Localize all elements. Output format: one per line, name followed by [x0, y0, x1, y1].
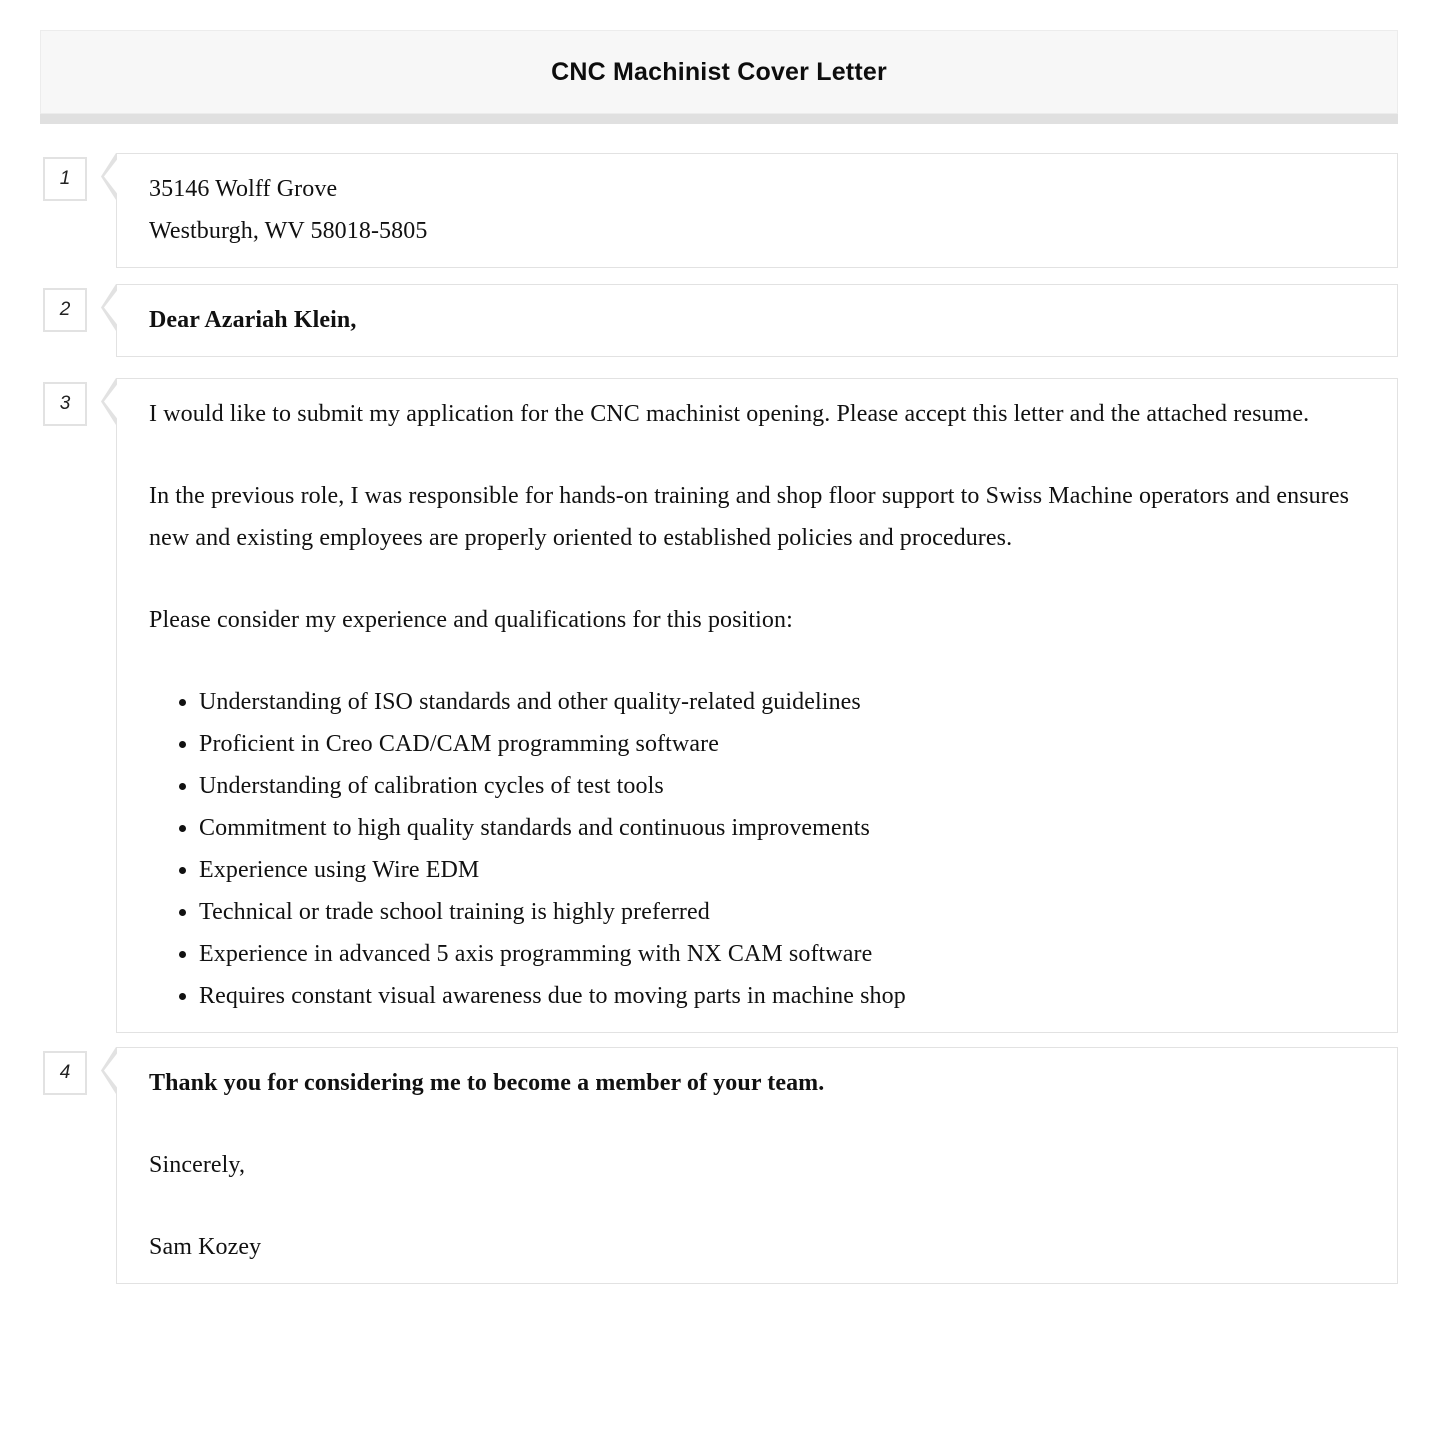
section-number-badge — [43, 157, 87, 201]
list-item: • Requires constant visual awareness due to moving parts in machine shop — [199, 975, 1365, 1017]
header-divider-strip — [40, 114, 1398, 124]
salutation-line: Dear Azariah Klein, — [149, 307, 357, 333]
body-paragraph: Please consider my experience and qualifications for this position: — [149, 607, 793, 633]
section-number: 3 — [59, 393, 71, 414]
section-body — [59, 378, 1398, 1033]
section-salutation — [59, 284, 1398, 357]
section-number-badge — [43, 382, 87, 426]
signature-line: Sam Kozey — [149, 1234, 262, 1260]
qualifications-list — [149, 681, 1365, 1017]
body-paragraph: In the previous role, I was responsible for hands-on training and shop floor support to Swiss Machine operators and ensures new and existing employees are properly oriented to established policies and procedures. — [149, 483, 1350, 551]
list-item: • Commitment to high quality standards and continuous improvements — [199, 807, 1365, 849]
section-closing — [59, 1047, 1398, 1284]
address-line-1: 35146 Wolff Grove — [149, 176, 338, 202]
document-title: CNC Machinist Cover Letter — [551, 57, 887, 86]
document-header — [40, 30, 1398, 114]
section-sender-address — [59, 153, 1398, 268]
list-item: • Experience using Wire EDM — [199, 849, 1365, 891]
section-number: 4 — [59, 1062, 71, 1083]
list-item: • Technical or trade school training is highly preferred — [199, 891, 1365, 933]
list-item: • Experience in advanced 5 axis programming with NX CAM software — [199, 933, 1365, 975]
section-number-badge — [43, 1051, 87, 1095]
list-item: • Understanding of calibration cycles of test tools — [199, 765, 1365, 807]
signoff-line: Sincerely, — [149, 1152, 246, 1178]
section-number: 1 — [59, 168, 71, 189]
list-item: • Proficient in Creo CAD/CAM programming software — [199, 723, 1365, 765]
section-number-badge — [43, 288, 87, 332]
address-line-2: Westburgh, WV 58018-5805 — [149, 218, 428, 244]
closing-line: Thank you for considering me to become a member of your team. — [149, 1070, 825, 1096]
section-number: 2 — [59, 299, 71, 320]
list-item: • Understanding of ISO standards and other quality-related guidelines — [199, 681, 1365, 723]
body-paragraph: I would like to submit my application for the CNC machinist opening. Please accept this letter and the attached resume. — [149, 401, 1310, 427]
